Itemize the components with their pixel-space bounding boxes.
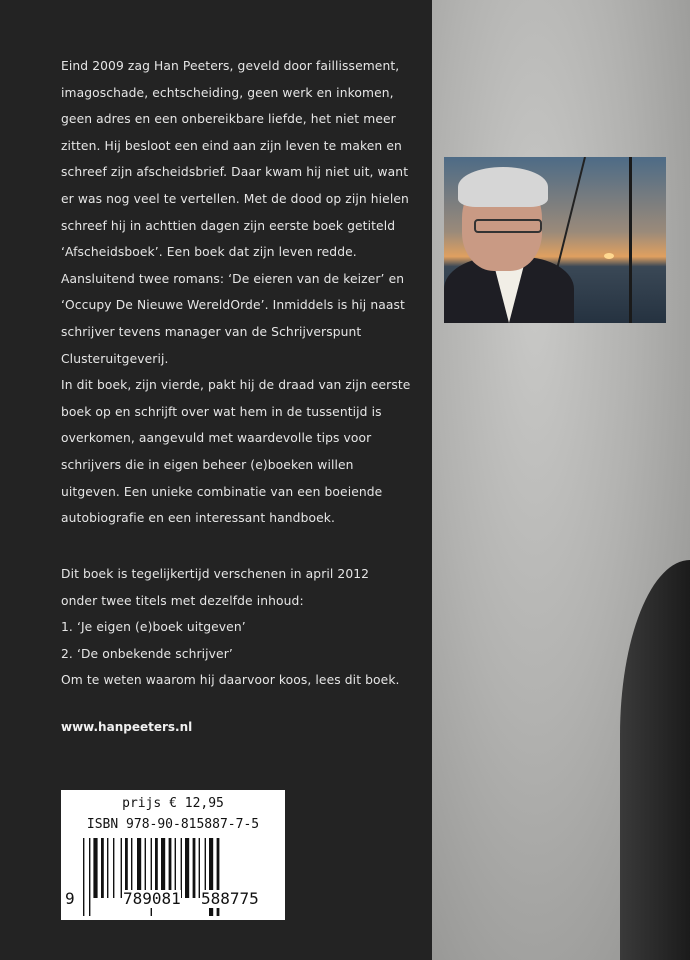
text-line: onder twee titels met dezelfde inhoud: bbox=[61, 593, 304, 608]
barcode-digits-right: 588775 bbox=[201, 889, 259, 908]
cover-background-photo bbox=[432, 0, 690, 960]
text-line: Eind 2009 zag Han Peeters, geveld door faillissement, bbox=[61, 59, 400, 73]
text-line: geen adres en een onbereikbare liefde, het niet meer bbox=[61, 112, 396, 127]
isbn-label: ISBN 978-90-815887-7-5 bbox=[86, 817, 260, 832]
barcode-digits-left: 789081 bbox=[123, 889, 181, 908]
isbn-barcode-label bbox=[61, 790, 285, 920]
text-line: ‘Afscheidsboek’. Een boek dat zijn leven redde. bbox=[61, 245, 357, 260]
text-line: er was nog veel te vertellen. Met de dood op zijn hielen bbox=[61, 191, 409, 206]
text-line: boek op en schrijft over wat hem in de tussentijd is bbox=[61, 404, 382, 419]
text-line: 1. ‘Je eigen (e)boek uitgeven’ bbox=[61, 620, 246, 635]
barcode-bar bbox=[121, 838, 122, 898]
edition-note-paragraph bbox=[61, 561, 400, 694]
barcode-bar bbox=[185, 838, 189, 898]
author-suit-silhouette bbox=[620, 560, 690, 960]
text-line: schreef zijn afscheidsbrief. Daar kwam hij niet uit, want bbox=[61, 165, 409, 180]
text-line: Om te weten waarom hij daarvoor koos, lees dit boek. bbox=[61, 673, 400, 688]
price-label: prijs € 12,95 bbox=[122, 796, 224, 811]
barcode-bar bbox=[107, 838, 108, 898]
text-line: Dit boek is tegelijkertijd verschenen in april 2012 bbox=[61, 567, 370, 581]
barcode-bar bbox=[101, 838, 104, 898]
text-line: overkomen, aangevuld met waardevolle tips voor bbox=[61, 431, 372, 446]
text-line: ‘Occupy De Nieuwe WereldOrde’. Inmiddels is hij naast bbox=[61, 298, 405, 313]
text-line: In dit boek, zijn vierde, pakt hij de draad van zijn eerste bbox=[61, 378, 411, 393]
barcode-digit-first: 9 bbox=[65, 889, 75, 908]
text-line: schreef hij in achttien dagen zijn eerste boek getiteld bbox=[61, 218, 396, 233]
barcode-bar bbox=[181, 838, 182, 898]
author-bio-paragraph bbox=[61, 53, 410, 532]
barcode-bar bbox=[199, 838, 200, 898]
barcode-bar bbox=[89, 838, 90, 916]
author-portrait-photo bbox=[444, 157, 666, 323]
barcode-bar bbox=[113, 838, 114, 898]
website-link[interactable]: www.hanpeeters.nl bbox=[61, 720, 193, 734]
text-line: uitgeven. Een unieke combinatie van een boeiende bbox=[61, 484, 383, 499]
barcode-bar bbox=[93, 838, 97, 898]
text-line: 2. ‘De onbekende schrijver’ bbox=[61, 646, 233, 661]
text-line: schrijvers die in eigen beheer (e)boeken willen bbox=[61, 457, 354, 472]
text-line: Clusteruitgeverij. bbox=[61, 351, 169, 366]
barcode-bar bbox=[83, 838, 84, 916]
text-line: autobiografie en een interessant handboek. bbox=[61, 511, 336, 526]
barcode-bar bbox=[193, 838, 196, 898]
text-line: Aansluitend twee romans: ‘De eieren van de keizer’ en bbox=[61, 271, 405, 286]
text-line: imagoschade, echtscheiding, geen werk en inkomen, bbox=[61, 85, 394, 100]
text-line: schrijver tevens manager van de Schrijverspunt bbox=[61, 324, 362, 339]
text-line: zitten. Hij besloot een eind aan zijn leven te maken en bbox=[61, 138, 402, 153]
